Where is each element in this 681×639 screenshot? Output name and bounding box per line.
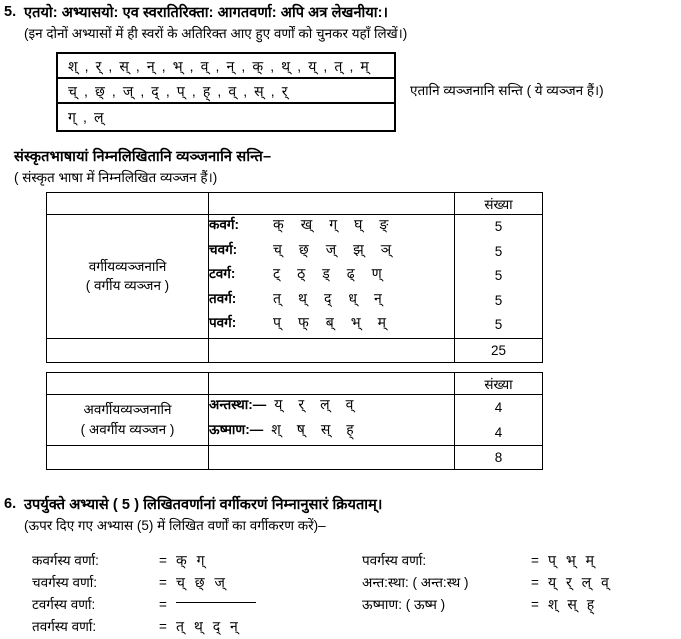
answer-equals: = bbox=[531, 553, 539, 568]
avarga-char: ह् bbox=[346, 421, 354, 437]
answer-value-tavarga-cerebral[interactable] bbox=[176, 602, 256, 604]
question-6-heading bbox=[4, 496, 674, 514]
answer-row-tavarga-dental bbox=[32, 617, 362, 639]
avarga-list-cell bbox=[209, 395, 455, 446]
varga-header-blank-2 bbox=[209, 193, 455, 215]
varga-count-header: संख्या bbox=[455, 193, 543, 215]
answer-value-antastha[interactable]: य् र् ल् व् bbox=[548, 574, 612, 590]
varga-row-pa bbox=[209, 313, 454, 338]
varga-label-ta-dental: तवर्ग: bbox=[209, 290, 237, 306]
answer-row-ushman bbox=[362, 595, 677, 617]
avarga-count-cell bbox=[455, 395, 543, 446]
avarga-char: ल् bbox=[320, 396, 330, 412]
varga-char: ङ् bbox=[379, 216, 389, 232]
question-5-sanskrit: एतयो: अभ्यासयो: एव स्वरातिरिक्ता: आगतवर्णा: अपि अत्र लेखनीया:। bbox=[24, 5, 389, 21]
varga-row-ka bbox=[209, 215, 454, 240]
answer-equals: = bbox=[159, 553, 167, 568]
question-5-block bbox=[4, 4, 674, 43]
avarga-label-antastha: अन्तस्था:— bbox=[209, 397, 267, 412]
varga-char: त् bbox=[273, 289, 281, 306]
answer-equals: = bbox=[159, 619, 167, 634]
varga-chars-ta-dental bbox=[273, 289, 382, 308]
answer-equals: = bbox=[159, 597, 167, 612]
varga-chars-ka bbox=[273, 215, 388, 234]
varga-total: 25 bbox=[455, 338, 543, 362]
answers-right-column bbox=[362, 551, 677, 617]
varga-char: घ् bbox=[354, 216, 363, 232]
varga-count: 5 bbox=[494, 292, 503, 308]
section-subheading: ( संस्कृत भाषा में निम्नलिखित व्यञ्जन हैं।) bbox=[14, 170, 218, 185]
avarga-char: ष् bbox=[296, 421, 305, 437]
answer-value-tavarga-dental[interactable]: त् थ् द् न् bbox=[176, 618, 241, 634]
answer-label-antastha: अन्त:स्था: ( अन्त:स्थ ) bbox=[362, 575, 469, 590]
answer-label-tavarga-dental: तवर्गस्य वर्णा: bbox=[32, 619, 97, 634]
varga-chars-cha bbox=[273, 240, 391, 259]
varga-char: म् bbox=[377, 314, 386, 330]
vargiya-consonants-table bbox=[46, 192, 543, 363]
table-row bbox=[47, 215, 543, 339]
avarga-char: र् bbox=[298, 396, 305, 412]
varga-label-cha: चवर्ग: bbox=[209, 241, 238, 257]
varga-category-line2: ( वर्गीय व्यञ्जन ) bbox=[85, 278, 170, 294]
avarga-category-cell bbox=[47, 395, 209, 446]
answer-row-chavarga bbox=[32, 573, 362, 595]
varga-char: ण् bbox=[371, 265, 382, 281]
avarga-label-ushman: ऊष्माण:— bbox=[209, 422, 264, 437]
table-row bbox=[47, 395, 543, 446]
varga-char: ग् bbox=[329, 216, 338, 232]
varga-total-blank-2 bbox=[209, 338, 455, 362]
avarga-row-antastha bbox=[209, 395, 454, 420]
answer-row-antastha bbox=[362, 573, 677, 595]
answer-equals: = bbox=[531, 575, 539, 590]
avarga-row-ushman bbox=[209, 420, 454, 445]
avarga-char: व् bbox=[345, 396, 354, 412]
varga-char: ठ् bbox=[297, 265, 306, 281]
varga-count: 5 bbox=[494, 317, 503, 332]
varga-count: 5 bbox=[494, 243, 503, 259]
answer-label-kavarga: कवर्गस्य वर्णा: bbox=[32, 553, 99, 568]
varga-row-ta-dental bbox=[209, 289, 454, 314]
varga-char: ज् bbox=[325, 240, 337, 257]
varna-box-side-note: एतानि व्यञ्जनानि सन्ति ( ये व्यञ्जन हैं।) bbox=[410, 83, 604, 98]
varga-char: फ् bbox=[297, 314, 309, 330]
varga-char: ड् bbox=[322, 265, 330, 281]
avarga-count-header: संख्या bbox=[455, 373, 543, 395]
varna-box-wrapper bbox=[56, 52, 396, 132]
varga-char: ब् bbox=[325, 314, 334, 330]
varga-label-ta-cerebral: टवर्ग: bbox=[209, 266, 236, 281]
answer-value-chavarga[interactable]: च् छ् ज् bbox=[176, 574, 228, 590]
answer-equals: = bbox=[159, 575, 167, 590]
answers-left-column bbox=[32, 551, 362, 639]
varga-count-cell bbox=[455, 215, 543, 339]
varna-box-row-2: च् , छ् , ज् , द् , प् , ह् , व् , स् , र् bbox=[58, 79, 394, 104]
varna-box-row-1: श् , र् , स् , न् , भ् , व् , न् , क् , थ् , य् , त् , म् bbox=[58, 54, 394, 79]
avarga-count: 4 bbox=[494, 425, 503, 440]
answer-label-ushman: ऊष्माण: ( ऊष्म ) bbox=[362, 597, 446, 612]
question-6-sanskrit: उपर्युक्ते अभ्यासे ( 5 ) लिखितवर्णानां वर्गीकरणं निम्नानुसारं क्रियताम्। bbox=[24, 497, 383, 513]
varga-list-cell bbox=[209, 215, 455, 339]
avarga-header-blank-1 bbox=[47, 373, 209, 395]
varga-char: प् bbox=[273, 314, 281, 330]
answer-label-pavarga: पवर्गस्य वर्णा: bbox=[362, 553, 427, 568]
varga-category-cell bbox=[47, 215, 209, 339]
varga-char: द् bbox=[323, 289, 332, 306]
varga-char: न् bbox=[374, 289, 382, 306]
varga-label-pa: पवर्ग: bbox=[209, 315, 237, 330]
avarga-chars-antastha bbox=[274, 395, 353, 414]
varga-char: ध् bbox=[348, 289, 357, 306]
varga-char: च् bbox=[273, 240, 282, 257]
varga-chars-pa bbox=[273, 313, 386, 332]
answer-value-pavarga[interactable]: प् भ् म् bbox=[548, 552, 597, 568]
varga-count: 5 bbox=[494, 219, 503, 234]
varga-char: छ् bbox=[298, 240, 309, 257]
avarga-total: 8 bbox=[455, 446, 543, 470]
table-row bbox=[47, 338, 543, 362]
answer-value-kavarga[interactable]: क् ग् bbox=[176, 552, 208, 568]
avarga-chars-ushman bbox=[271, 420, 354, 439]
answers-section bbox=[0, 551, 681, 639]
avarga-char: श् bbox=[271, 421, 281, 437]
avarga-category-line2: ( अवर्गीय व्यञ्जन ) bbox=[80, 422, 175, 437]
table-row bbox=[47, 373, 543, 395]
varga-total-blank-1 bbox=[47, 338, 209, 362]
answer-row-pavarga bbox=[362, 551, 677, 573]
avarga-category-line1: अवर्गीयव्यञ्जनानि bbox=[83, 402, 172, 418]
table-row bbox=[47, 193, 543, 215]
varga-header-blank-1 bbox=[47, 193, 209, 215]
avarga-char: य् bbox=[274, 396, 283, 412]
answer-row-kavarga bbox=[32, 551, 362, 573]
answer-row-tavarga-cerebral bbox=[32, 595, 362, 617]
answer-label-tavarga-cerebral: टवर्गस्य वर्णा: bbox=[32, 597, 96, 612]
avarga-total-blank-1 bbox=[47, 446, 209, 470]
section-heading: संस्कृतभाषायां निम्नलिखितानि व्यञ्जनानि सन्ति– bbox=[14, 149, 272, 165]
varga-char: ट् bbox=[273, 265, 281, 281]
varga-char: ञ् bbox=[380, 240, 392, 257]
varga-label-ka: कवर्ग: bbox=[209, 217, 239, 232]
answer-equals: = bbox=[531, 597, 539, 612]
answer-value-ushman[interactable]: श् स् ह् bbox=[548, 596, 598, 612]
question-5-number: 5. bbox=[4, 4, 17, 20]
answer-label-chavarga: चवर्गस्य वर्णा: bbox=[32, 575, 98, 590]
varga-char: क् bbox=[273, 216, 284, 232]
question-6-number: 6. bbox=[4, 496, 17, 512]
avarga-count: 4 bbox=[494, 400, 503, 415]
question-6-hindi: (ऊपर दिए गए अभ्यास (5) में लिखित वर्णों का वर्गीकरण करें)– bbox=[24, 518, 326, 534]
varna-box bbox=[56, 52, 396, 132]
question-5-hindi: (इन दोनों अभ्यासों में ही स्वरों के अतिरिक्त आए हुए वर्णों को चुनकर यहाँ लिखें।) bbox=[24, 26, 408, 42]
avargiya-consonants-table bbox=[46, 372, 543, 470]
avarga-header-blank-2 bbox=[209, 373, 455, 395]
varga-char: झ् bbox=[353, 240, 364, 257]
question-5-heading bbox=[4, 4, 674, 22]
varga-char: ख् bbox=[300, 216, 313, 232]
varga-char: ढ् bbox=[346, 265, 355, 281]
varna-box-row-3: ग् , ल् bbox=[68, 109, 106, 125]
varga-chars-ta-cerebral bbox=[273, 264, 382, 283]
varga-char: थ् bbox=[297, 289, 307, 306]
avarga-total-blank-2 bbox=[209, 446, 455, 470]
varga-row-cha bbox=[209, 240, 454, 265]
avarga-char: स् bbox=[320, 421, 331, 437]
table-row bbox=[47, 446, 543, 470]
varga-count: 5 bbox=[494, 268, 503, 283]
varga-row-ta-cerebral bbox=[209, 264, 454, 289]
question-6-block bbox=[4, 496, 674, 535]
varga-category-line1: वर्गीयव्यञ्जनानि bbox=[88, 258, 167, 274]
varga-char: भ् bbox=[350, 314, 361, 330]
